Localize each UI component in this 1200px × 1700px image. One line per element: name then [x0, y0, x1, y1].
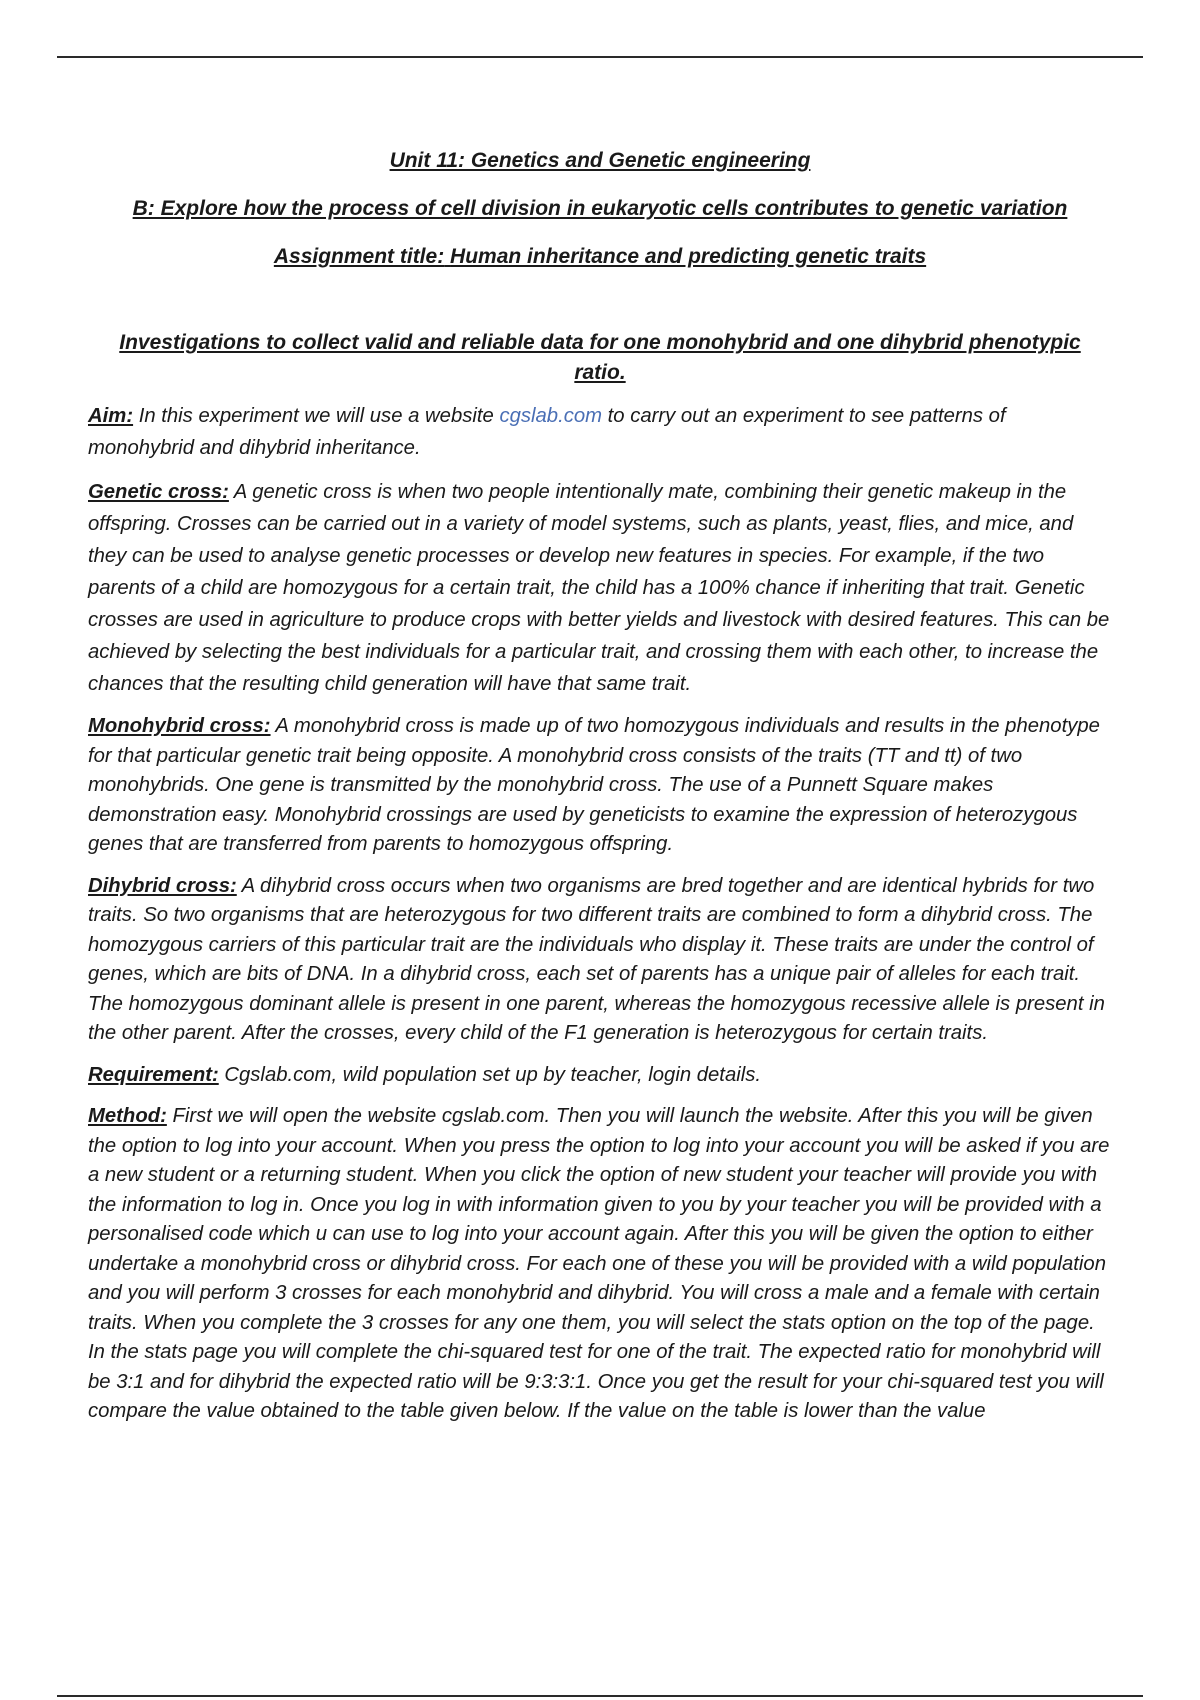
method-label: Method: — [88, 1105, 167, 1127]
unit-title: Unit 11: Genetics and Genetic engineering — [389, 149, 811, 172]
cgslab-link[interactable]: cgslab.com — [499, 405, 603, 427]
investigations-heading: Investigations to collect valid and reliable data for one monohybrid and one dihybrid phenotypic ratio. — [119, 331, 1081, 384]
requirement-text: Cgslab.com, wild population set up by teacher, login details. — [218, 1063, 762, 1086]
assignment-title: Human inheritance and predicting genetic traits — [450, 245, 927, 268]
dihybrid-cross-label: Dihybrid cross: — [88, 874, 237, 897]
monohybrid-cross-text: A monohybrid cross is made up of two homozygous individuals and results in the phenotype for that particular genetic trait being opposite. A monohybrid cross consists of the traits (TT and tt) of two monohybrids. One gene is transmitted by the monohybrid cross. The use of a Punnett Square makes demonstration easy. Monohybrid crossings are used by geneticists to examine the expression of heterozygous genes that are transferred from parents to homozygous offspring. — [88, 715, 1100, 855]
bottom-rule — [57, 1695, 1143, 1697]
aim-text-before: In this experiment we will use a website — [133, 405, 500, 427]
monohybrid-cross-paragraph — [88, 712, 1112, 860]
genetic-cross-text: A genetic cross is when two people intentionally mate, combining their genetic makeup in the offspring. Crosses can be carried out in a variety of model systems, such as plants, yeast, flies, and mice, and they can be used to analyse genetic processes or develop new features in species. For example, if the two parents of a child are homozygous for a certain trait, the child has a 100% chance if inheriting that trait. Genetic crosses are used in agriculture to produce crops with better yields and livestock with desired features. This can be achieved by selecting the best individuals for a particular trait, and crossing them with each other, to increase the chances that the resulting child generation will have that same trait. — [88, 481, 1110, 695]
requirement-paragraph — [88, 1061, 1112, 1091]
aim-paragraph — [88, 400, 1112, 464]
dihybrid-cross-paragraph — [88, 872, 1112, 1049]
aim-text-after: to carry out an experiment to see patterns of monohybrid and dihybrid inheritance. — [88, 405, 1006, 459]
requirement-label: Requirement: — [88, 1063, 219, 1086]
genetic-cross-paragraph — [88, 476, 1112, 700]
aim-label: Aim: — [88, 405, 134, 427]
genetic-cross-label: Genetic cross: — [88, 481, 229, 503]
method-text: First we will open the website cgslab.com. Then you will launch the website. After this you will be given the option to log into your account. When you press the option to log into your account you will be asked if you are a new student or a returning student. When you click the option of new student your teacher will provide you with the information to log in. Once you log in with information given to you by your teacher you will be provided with a personalised code which u can use to log into your account again. After this you will be given the option to either undertake a monohybrid cross or dihybrid cross. For each one of these you will be provided with a wild population and you will perform 3 crosses for each monohybrid and dihybrid. You will cross a male and a female with certain traits. When you complete the 3 crosses for any one them, you will select the stats option on the top of the page. In the stats page you will complete the chi-squared test for one of the trait. The expected ratio for monohybrid will be 3:1 and for dihybrid the expected ratio will be 9:3:3:1. Once you get the result for your chi-squared test you will compare the value obtained to the table given below. If the value on the table is lower than the value — [88, 1105, 1110, 1422]
top-rule — [57, 56, 1143, 58]
dihybrid-cross-text: A dihybrid cross occurs when two organisms are bred together and are identical hybrids for two traits. So two organisms that are heterozygous for two different traits are combined to form a dihybrid cross. The homozygous carriers of this particular trait are the individuals who display it. These traits are under the control of genes, which are bits of DNA. In a dihybrid cross, each set of parents has a unique pair of alleles for each trait. The homozygous dominant allele is present in one parent, whereas the homozygous recessive allele is present in the other parent. After the crosses, every child of the F1 generation is heterozygous for certain traits. — [88, 874, 1105, 1044]
method-paragraph — [88, 1102, 1112, 1427]
monohybrid-cross-label: Monohybrid cross: — [88, 715, 271, 737]
assignment-heading — [88, 242, 1112, 272]
document-body — [88, 140, 1112, 1427]
assignment-label: Assignment title: — [273, 245, 445, 268]
learning-aim-heading: B: Explore how the process of cell division in eukaryotic cells contributes to genetic variation — [132, 197, 1068, 220]
